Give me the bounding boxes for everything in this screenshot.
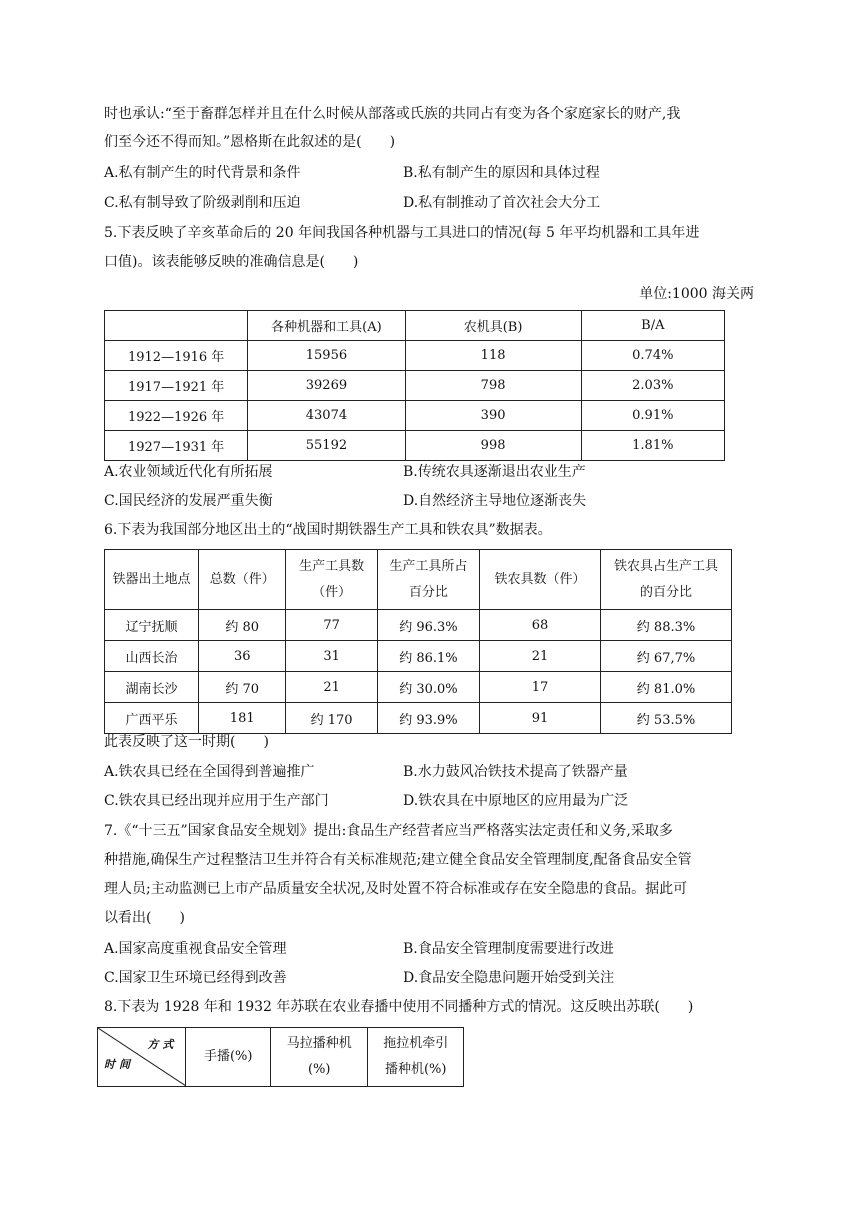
table-cell: 1927—1931 年: [105, 431, 248, 461]
table-cell: 约 170: [286, 703, 377, 734]
table-cell: 91: [480, 703, 601, 734]
table-cell: 77: [286, 610, 377, 641]
diagonal-header-top: 方式: [147, 1038, 178, 1051]
header-text: 总数（件）: [209, 571, 275, 587]
q6-option-d: D.铁农具在中原地区的应用最为广泛: [403, 793, 629, 809]
table-header-cell: [105, 311, 248, 341]
table-cell: 31: [286, 641, 377, 672]
q7-option-d: D.食品安全隐患问题开始受到关注: [403, 970, 615, 986]
q7-option-b: B.食品安全管理制度需要进行改进: [403, 941, 614, 957]
table-cell: 0.74%: [581, 341, 724, 371]
header-text: 铁器出土地点: [112, 571, 191, 587]
table-cell: 39269: [248, 371, 405, 401]
q8-stem: 8.下表为 1928 年和 1932 年苏联在农业春播中使用不同播种方式的情况。这反映出苏联( ): [104, 999, 694, 1015]
header-text: (%): [307, 1062, 331, 1077]
q7-stem-line-2: 种措施,确保生产过程整洁卫生并符合有关标准规范;建立健全食品安全管理制度,配备食品安全管: [104, 852, 692, 868]
table-row: [105, 341, 725, 371]
table-header-row: [98, 1028, 464, 1087]
table-row: [105, 371, 725, 401]
table-cell: 998: [405, 431, 581, 461]
table-header-cell: [186, 1028, 271, 1087]
table-cell: 55192: [248, 431, 405, 461]
header-text: 铁农具数（件）: [494, 571, 586, 587]
table-cell: 68: [480, 610, 601, 641]
table-header-row: [105, 311, 725, 341]
q4-option-b: B.私有制产生的原因和具体过程: [403, 165, 600, 181]
q5-option-d: D.自然经济主导地位逐渐丧失: [403, 493, 587, 509]
table-cell: 118: [405, 341, 581, 371]
q6-after-table: 此表反映了这一时期( ): [104, 734, 269, 750]
q6-option-c: C.铁农具已经出现并应用于生产部门: [104, 793, 329, 809]
table-cell: 390: [405, 401, 581, 431]
q7-stem-line-1: 7.《“十三五”国家食品安全规划》提出:食品生产经营者应当严格落实法定责任和义务,采取多: [104, 823, 673, 839]
q7-option-a: A.国家高度重视食品安全管理: [104, 941, 287, 957]
table-cell: 约 86.1%: [377, 641, 479, 672]
header-text: （件）: [312, 584, 352, 600]
q6-stem: 6.下表为我国部分地区出土的“战国时期铁器生产工具和铁农具”数据表。: [104, 522, 552, 538]
header-text: 生产工具数: [299, 558, 365, 574]
table-cell: 山西长治: [105, 641, 199, 672]
q4-option-a: A.私有制产生的时代背景和条件: [104, 165, 301, 181]
table-cell: 约 70: [199, 672, 286, 703]
table-row: [105, 672, 732, 703]
table-header-cell: [601, 550, 732, 610]
q4-stem-line-1: 时也承认:“至于畜群怎样并且在什么时候从部落或氏族的共同占有变为各个家庭家长的财产,我: [104, 106, 681, 122]
header-text: 铁农具占生产工具: [614, 558, 719, 574]
table-cell: 17: [480, 672, 601, 703]
q7-stem-line-4: 以看出( ): [104, 910, 185, 926]
header-text: 百分比: [408, 584, 448, 600]
diagonal-header-bottom: 时间: [104, 1058, 134, 1071]
table-header-cell: [105, 550, 199, 610]
table-header-cell: 各种机器和工具(A): [248, 311, 405, 341]
table-cell: 1912—1916 年: [105, 341, 248, 371]
q5-option-b: B.传统农具逐渐退出农业生产: [403, 464, 586, 480]
table-cell: 约 81.0%: [601, 672, 732, 703]
q5-option-a: A.农业领域近代化有所拓展: [104, 464, 273, 480]
table-header-cell: [368, 1028, 464, 1087]
table-cell: 15956: [248, 341, 405, 371]
table-cell: 约 88.3%: [601, 610, 732, 641]
table-cell: 约 30.0%: [377, 672, 479, 703]
table-cell: 约 53.5%: [601, 703, 732, 734]
table-header-cell: [480, 550, 601, 610]
table-cell: 43074: [248, 401, 405, 431]
table-header-cell: [270, 1028, 367, 1087]
table-header-cell: 农机具(B): [405, 311, 581, 341]
table-cell: 约 80: [199, 610, 286, 641]
table-row: [105, 431, 725, 461]
table-cell: 0.91%: [581, 401, 724, 431]
table-header-row: [105, 550, 732, 610]
q4-option-c: C.私有制导致了阶级剥削和压迫: [104, 195, 301, 211]
table-cell: 798: [405, 371, 581, 401]
table-cell: 辽宁抚顺: [105, 610, 199, 641]
table-cell: 181: [199, 703, 286, 734]
table-cell: 约 93.9%: [377, 703, 479, 734]
table-cell: 36: [199, 641, 286, 672]
header-text: 生产工具所占: [389, 558, 468, 574]
table-cell: 约 67,7%: [601, 641, 732, 672]
q5-stem-line-1: 5.下表反映了辛亥革命后的 20 年间我国各种机器与工具进口的情况(每 5 年平均机器和工具年进: [104, 225, 700, 241]
table-cell: 广西平乐: [105, 703, 199, 734]
header-text: 播种机(%): [384, 1062, 447, 1077]
q6-iron-tools-table: [104, 549, 732, 734]
q8-sowing-table: [97, 1027, 464, 1087]
diagonal-header-cell: [98, 1028, 186, 1087]
table-cell: 21: [286, 672, 377, 703]
q4-stem-line-2: 们至今还不得而知。”恩格斯在此叙述的是( ): [104, 134, 396, 150]
table-row: [105, 641, 732, 672]
q5-import-table: [104, 310, 725, 461]
table-cell: 1922—1926 年: [105, 401, 248, 431]
q7-stem-line-3: 理人员;主动监测已上市产品质量安全状况,及时处置不符合标准或存在安全隐患的食品。据此可: [104, 881, 688, 897]
table-row: [105, 610, 732, 641]
header-text: 手播(%): [203, 1049, 253, 1064]
q6-option-b: B.水力鼓风冶铁技术提高了铁器产量: [403, 764, 628, 780]
q5-stem-line-2: 口值)。该表能够反映的准确信息是( ): [104, 254, 359, 270]
table-cell: 约 96.3%: [377, 610, 479, 641]
q7-option-c: C.国家卫生环境已经得到改善: [104, 970, 287, 986]
table-row: [105, 703, 732, 734]
q5-unit-label: 单位:1000 海关两: [639, 286, 754, 302]
table-cell: 21: [480, 641, 601, 672]
table-cell: 1.81%: [581, 431, 724, 461]
table-header-cell: [377, 550, 479, 610]
table-cell: 1917—1921 年: [105, 371, 248, 401]
table-header-cell: [286, 550, 377, 610]
header-text: 拖拉机牵引: [383, 1036, 449, 1051]
table-row: [105, 401, 725, 431]
q6-option-a: A.铁农具已经在全国得到普遍推广: [104, 764, 315, 780]
q5-option-c: C.国民经济的发展严重失衡: [104, 493, 273, 509]
table-header-cell: [199, 550, 286, 610]
header-text: 的百分比: [640, 584, 693, 600]
table-cell: 2.03%: [581, 371, 724, 401]
header-text: 马拉播种机: [286, 1036, 352, 1051]
table-header-cell: B/A: [581, 311, 724, 341]
table-cell: 湖南长沙: [105, 672, 199, 703]
q4-option-d: D.私有制推动了首次社会大分工: [403, 195, 601, 211]
